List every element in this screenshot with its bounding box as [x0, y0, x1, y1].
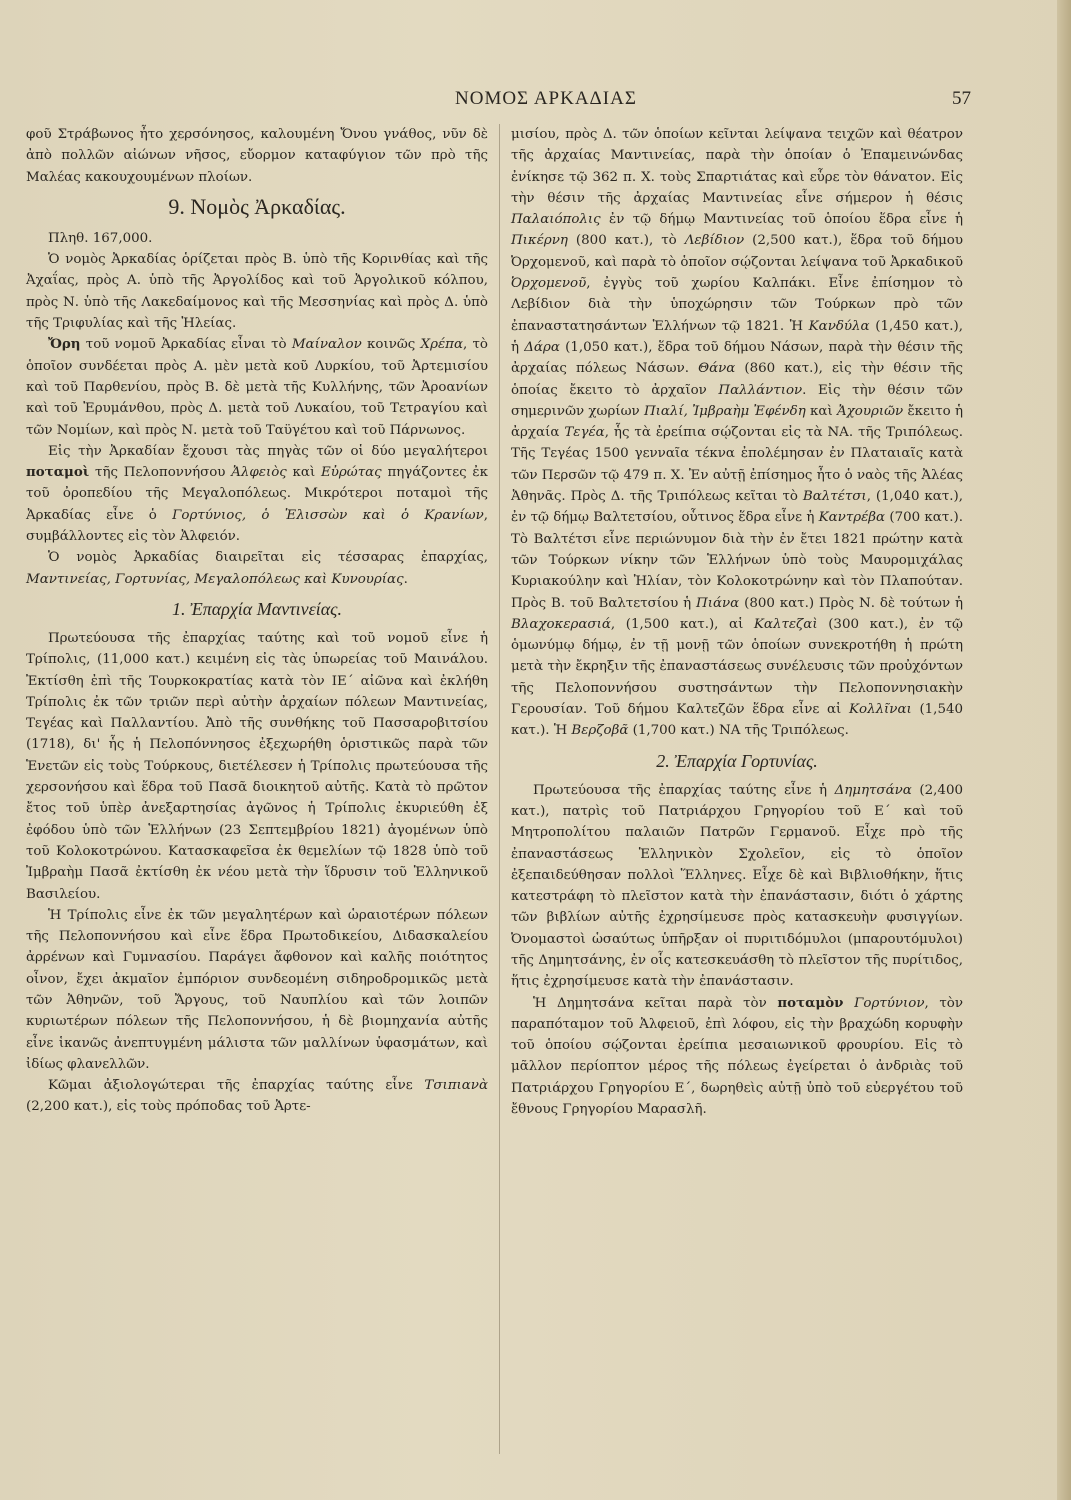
text-run: (700 κατ.). Τὸ Βαλτέτσι εἶνε περιώνυμον διὰ τὴν ἐν ἔτει 1821 πρώτην κατὰ τῶν Τούρκων νίκην τῶν Ἑλλήνων ὑπὸ τοὺς Μαυρομιχάλας Κυριακούλην καὶ Ἠλίαν, τὸν Κολοκοτρώνην καὶ τὸν Πλαπούταν. Πρὸς Β. τοῦ Βαλτετσίου ἡ: [511, 510, 963, 611]
page-edge: [1057, 0, 1071, 1500]
italic-term: Τσιπιανὰ: [424, 1078, 488, 1094]
italic-term: Παλαιόπολις: [511, 212, 601, 228]
text-run: , τὸν παραπόταμον τοῦ Ἀλφειοῦ, ἐπὶ λόφου, εἰς τὴν βραχώδη κορυφὴν τοῦ ὁποίου σῴζονται ἐρείπια μεσαιωνικοῦ φρουρίου. Εἰς τὸ μᾶλλον περίοπτον μέρος τῆς πόλεως ἐγείρεται ὁ ἀνδριὰς τοῦ Πατριάρχου Γρηγορίου Ε΄, δωρηθεὶς αὐτῇ ὑπὸ τοῦ εὐεργέτου τοῦ ἔθνους Γρηγορίου Μαρασλῆ.: [511, 995, 964, 1118]
italic-term: Τεγέα: [564, 425, 605, 441]
paragraph: Ὁ νομὸς Ἀρκαδίας ὁρίζεται πρὸς Β. ὑπὸ τῆς Κορινθίας καὶ τῆς Ἀχαΐας, πρὸς Α. ὑπὸ τῆς Ἀργολίδος καὶ τοῦ Ἀργολικοῦ κόλπου, πρὸς Ν. ὑπὸ τῆς Λακεδαίμονος καὶ τῆς Μεσσηνίας καὶ πρὸς Δ. ὑπὸ τῆς Τριφυλίας καὶ τῆς Ἠλείας.: [26, 252, 488, 332]
bold-term: Ὄρη: [48, 336, 81, 353]
text-run: (2,200 κατ.), εἰς τοὺς πρόποδας τοῦ Ἀρτε-: [26, 1099, 311, 1115]
italic-term: Πικέρνη: [511, 233, 568, 249]
paragraph: φοῦ Στράβωνος ἦτο χερσόνησος, καλουμένη Ὄνου γνάθος, νῦν δὲ ἀπὸ πολλῶν αἰώνων νῆσος, εὔορμον καταφύγιον τῶν πρὸ τῆς Μαλέας κακουχουμένων πλοίων.: [26, 127, 488, 185]
text-run: (860 κατ.), εἰς τὴν θέσιν τῆς ὁποίας ἔκειτο τὸ ἀρχαῖον: [511, 361, 963, 398]
text-run: Εἰς τὴν Ἀρκαδίαν ἔχουσι τὰς πηγὰς τῶν οἱ δύο μεγαλήτεροι: [48, 443, 488, 459]
text-run: ἐν τῷ δήμῳ Μαντινείας τοῦ ὁποίου ἕδρα εἶνε ἡ: [600, 212, 963, 228]
text-run: . Εἰς τὴν θέσιν τῶν σημερινῶν χωρίων: [511, 382, 963, 419]
italic-term: Κανδύλα: [808, 318, 870, 334]
bold-term: ποταμοὶ: [26, 464, 90, 481]
text-run: , τὸ ὁποῖον συνδέεται πρὸς Α. μὲν μετὰ κοῦ Λυρκίου, τοῦ Ἀρτεμισίου καὶ τοῦ Παρθενίου, πρὸς Β. δὲ μετὰ τῆς Κυλλήνης, τῶν Ἀροανίων καὶ τοῦ Ἐρυμάνθου, πρὸς Δ. μετὰ τοῦ Λυκαίου, τοῦ Τετραγίου καὶ τῶν Νομίων, καὶ πρὸς Ν. μετὰ τοῦ Ταϋγέτου καὶ τοῦ Πάρνωνος.: [26, 337, 488, 438]
subsection-heading: 1. Ἐπαρχία Μαντινείας.: [172, 598, 342, 619]
italic-term: Θάνα: [698, 361, 736, 377]
section-heading: 9. Νομὸς Ἀρκαδίας.: [168, 193, 346, 219]
text-run: , (1,040 κατ.), ἐν τῷ δήμῳ Βαλτετσίου, οὗτινος ἕδρα εἶνε ἡ: [511, 489, 963, 526]
italic-term: Χρέπα: [420, 337, 463, 353]
italic-term: Λεβίδιον: [684, 233, 745, 249]
text-run: Ἡ Δημητσάνα κεῖται παρὰ τὸν: [533, 995, 778, 1011]
text-run: τοῦ νομοῦ Ἀρκαδίας εἶναι τὸ: [80, 337, 292, 353]
right-column: [511, 124, 963, 1120]
paragraph: [511, 993, 963, 1121]
text-run: (800 κατ.), τὸ: [567, 233, 685, 249]
text-run: τῆς Πελοποννήσου: [89, 465, 232, 481]
text-run: (800 κατ.) Πρὸς Ν. δὲ τούτων ἡ: [739, 595, 963, 611]
italic-term: Γορτύνιον: [854, 995, 925, 1011]
text-run: (1,450 κατ.), ἡ: [511, 318, 963, 355]
text-run: καὶ: [805, 403, 838, 419]
text-run: Ὁ νομὸς Ἀρκαδίας διαιρεῖται εἰς τέσσαρας ἐπαρχίας,: [48, 550, 488, 566]
page-header: [0, 82, 1071, 110]
text-run: (2,400 κατ.), πατρὶς τοῦ Πατριάρχου Γρηγορίου τοῦ Ε΄ καὶ τοῦ Μητροπολίτου παλαιῶν Πατρῶν Γερμανοῦ. Εἶχε πρὸ τῆς ἐπαναστάσεως Ἑλληνικὸν Σχολεῖον, εἰς τὸ ὁποῖον ἐξεπαιδεύθησαν πολλοὶ Ἕλληνες. Εἶχε δὲ καὶ Βιβλιοθήκην, ἥτις κατεστράφη τὸ πλεῖστον κατὰ τὴν ἐπανάστασιν, διότι ὁ χάρτης τῶν βιβλίων αὐτῆς ἐχρησίμευσε πρὸς κατασκευὴν φυσιγγίων. Ὀνομαστοὶ ὡσαύτως ὑπῆρξαν οἱ πυριτιδόμυλοι (μπαρουτόμυλοι) τῆς Δημητσάνης, ἐν οἷς κατεσκευάσθη τὸ πλεῖστον τῆς πυρίτιδος, ἥτις ἐχρησίμευσε κατὰ τὴν ἐπανάστασιν.: [511, 782, 963, 990]
text-run: πηγάζοντες ἐκ τοῦ ὀροπεδίου τῆς Μεγαλοπόλεως. Μικρότεροι ποταμοὶ τῆς Ἀρκαδίας εἶνε ὁ: [26, 465, 488, 523]
text-run: κοινῶς: [361, 337, 421, 353]
column-divider: [499, 124, 500, 1454]
text-run: [843, 996, 854, 1011]
text-run: Κῶμαι ἀξιολογώτεραι τῆς ἐπαρχίας ταύτης εἶνε: [48, 1078, 425, 1094]
italic-term: Καντρέβα: [818, 510, 886, 526]
population-line: Πληθ. 167,000.: [48, 230, 153, 246]
italic-term: Δημητσάνα: [834, 782, 912, 798]
text-run: , ἧς τὰ ἐρείπια σῴζονται εἰς τὰ ΝΑ. τῆς Τριπόλεως. Τῆς Τεγέας 1500 γενναῖα τέκνα ἐπολέμησαν ἐν Πλαταιαῖς κατὰ τῶν Περσῶν τῷ 479 π. Χ. Ἐν αὐτῇ ἐπίσημος ἦτο ὁ ναὸς τῆς Ἀλέας Ἀθηνᾶς. Πρὸς Δ. τῆς Τριπόλεως κεῖται τὸ: [511, 425, 963, 505]
italic-term: Πιάνα: [696, 595, 740, 611]
text-run: , (1,500 κατ.), αἱ: [610, 616, 754, 632]
italic-term: Παλλάντιον: [718, 382, 803, 398]
text-run: (2,500 κατ.), ἕδρα τοῦ δήμου Ὀρχομενοῦ, καὶ παρὰ τὸ ὁποῖον σῴζονται λείψανα τοῦ Ἀρκαδικοῦ: [511, 233, 963, 270]
bold-term: ποταμὸν: [777, 994, 844, 1011]
text-run: (1,540 κατ.). Ἡ: [511, 702, 963, 739]
paragraph: [26, 334, 488, 440]
paragraph: [26, 547, 488, 590]
italic-term: Βερζοβᾶ: [571, 723, 629, 739]
paragraph: [26, 441, 488, 547]
page-number: 57: [952, 88, 971, 109]
text-run: καὶ: [286, 465, 322, 481]
italic-term: Βαλτέτσι: [802, 489, 867, 505]
italic-term: Γορτύνιος, ὁ Ἐλισσὼν καὶ ὁ Κρανίων: [172, 507, 484, 523]
text-run: , συμβάλλοντες εἰς τὸν Ἀλφειόν.: [26, 507, 488, 545]
text-run: (1,050 κατ.), ἕδρα τοῦ δήμου Νάσων, παρὰ τὴν θέσιν τῆς ἀρχαίας πόλεως Νάσων.: [511, 339, 963, 377]
italic-term: Ἀλφειὸς: [231, 465, 287, 481]
paragraph: Ἡ Τρίπολις εἶνε ἐκ τῶν μεγαλητέρων καὶ ὡραιοτέρων πόλεων τῆς Πελοποννήσου καὶ εἶνε ἕδρα Πρωτοδικείου, Διδασκαλείου ἀρρένων καὶ Γυμνασίου. Παράγει ἄφθονον καὶ καλῆς ποιότητος οἶνον, ἔχει ἀκμαῖον ἐμπόριον συνδεομένη σιδηροδρομικῶς μετὰ τῶν Ἀθηνῶν, τοῦ Ἄργους, τοῦ Ναυπλίου καὶ τῶν λοιπῶν κυριωτέρων πόλεων τῆς Πελοποννήσου, ἡ δὲ βιομηχανία αὐτῆς εἶνε ἱκανῶς ἀνεπτυγμένη μάλιστα τῶν μαλλίνων ὑφασμάτων, καὶ ἰδίως φλανελλῶν.: [26, 907, 488, 1072]
italic-term: Μαντινείας, Γορτυνίας, Μεγαλοπόλεως καὶ Κυνουρίας: [26, 571, 404, 587]
running-head: ΝΟΜΟΣ ΑΡΚΑΔΙΑΣ: [455, 88, 637, 109]
italic-term: Δάρα: [524, 339, 560, 355]
italic-term: Καλτεζαὶ: [753, 616, 818, 632]
paragraph: [511, 780, 963, 993]
text-run: μισίου, πρὸς Δ. τῶν ὁποίων κεῖνται λείψανα τειχῶν καὶ θέατρον τῆς ἀρχαίας Μαντινείας, παρὰ τὴν ὁποίαν ὁ Ἐπαμεινώνδας ἐνίκησε τῷ 362 π. Χ. τοὺς Σπαρτιάτας καὶ εὗρε τὸν θάνατον. Εἰς τὴν θέσιν τῆς ἀρχαίας Μαντινείας εἶνε σήμερον ἡ θέσις: [511, 127, 963, 206]
paragraph: Πρωτεύουσα τῆς ἐπαρχίας ταύτης καὶ τοῦ νομοῦ εἶνε ἡ Τρίπολις, (11,000 κατ.) κειμένη εἰς τὰς ὑπωρείας τοῦ Μαινάλου. Ἐκτίσθη ἐπὶ τῆς Τουρκοκρατίας κατὰ τὸν ΙΕ΄ αἰῶνα καὶ ἐκλήθη Τρίπολις ἐκ τῶν τριῶν περὶ αὐτὴν ἀρχαίων πόλεων Μαντινείας, Τεγέας καὶ Παλλαντίου. Ἀπὸ τῆς συνθήκης τοῦ Πασσαροβιτσίου (1718), δι' ἧς ἡ Πελοπόννησος ἐξεχωρήθη ὁριστικῶς παρὰ τῶν Ἑνετῶν εἰς τοὺς Τούρκους, διετέλεσεν ἡ Τρίπολις πρωτεύουσα τῆς χερσονήσου καὶ ἕδρα τοῦ Πασᾶ διοικητοῦ αὐτῆς. Κατὰ τὸ πρῶτον ἔτος τοῦ ὑπὲρ ἀνεξαρτησίας ἀγῶνος ἡ Τρίπολις ἐκυριεύθη ἐξ ἐφόδου ὑπὸ τῶν Ἑλλήνων (23 Σεπτεμβρίου 1821) ἀγομένων ὑπὸ τοῦ Κολοκοτρώνου. Κατασκαφεῖσα ἐκ θεμελίων τῷ 1828 ὑπὸ τοῦ Ἰμβραὴμ Πασᾶ ἐκτίσθη ἐκ νέου μετὰ τὴν ἵδρυσιν τοῦ Ἑλληνικοῦ Βασιλείου.: [26, 630, 488, 902]
italic-term: Ὀρχομενοῦ: [511, 276, 587, 292]
paragraph: [511, 124, 963, 742]
italic-term: Πιαλί, Ἰμβραὴμ Ἐφένδη: [643, 403, 806, 419]
italic-term: Μαίναλον: [291, 337, 362, 353]
paragraph: [26, 1075, 488, 1118]
text-run: .: [403, 571, 408, 587]
text-run: Πρωτεύουσα τῆς ἐπαρχίας ταύτης εἶνε ἡ: [533, 782, 835, 798]
italic-term: Ἀχουριῶν: [837, 403, 904, 419]
text-run: , ἐγγὺς τοῦ χωρίου Καλπάκι. Εἶνε ἐπίσημον τὸ Λεβίδιον διὰ τὴν ὑποχώρησιν τῶν Τούρκων πρὸ τῶν ἐπαναστατησάντων Ἑλλήνων τῷ 1821. Ἡ: [511, 276, 963, 334]
subsection-heading: 2. Ἐπαρχία Γορτυνίας.: [656, 750, 818, 771]
left-column: [26, 124, 488, 1118]
text-run: (300 κατ.), ἐν τῷ ὁμωνύμῳ δήμῳ, ἐν τῇ μονῇ τῶν ὁποίων συνεκροτήθη ἡ πρώτη μετὰ τὴν ἔκρηξιν τῆς ἐπαναστάσεως συνέλευσις τῶν προὐχόντων τῆς Πελοποννήσου συστησάντων τὴν Πελοποννησιακὴν Γερουσίαν. Τοῦ δήμου Καλτεζῶν ἕδρα εἶνε αἱ: [511, 616, 963, 718]
italic-term: Κολλῖναι: [849, 702, 912, 718]
italic-term: Βλαχοκερασιά: [511, 616, 611, 632]
text-run: ἔκειτο ἡ ἀρχαία: [511, 403, 964, 441]
text-run: (1,700 κατ.) ΝΑ τῆς Τριπόλεως.: [628, 723, 849, 739]
italic-term: Εὐρώτας: [321, 465, 382, 481]
